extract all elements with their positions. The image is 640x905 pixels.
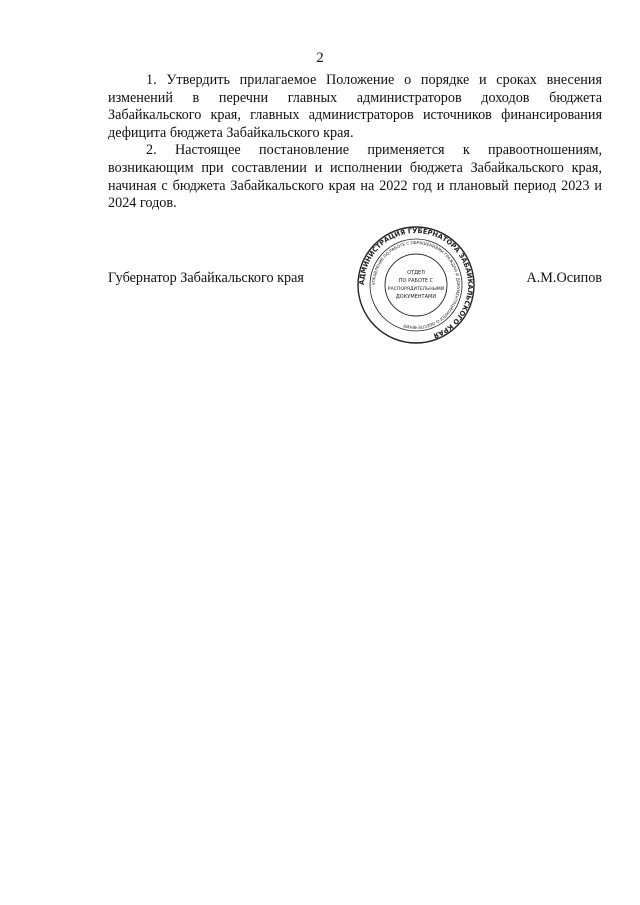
document-body	[108, 72, 602, 213]
signature-block	[108, 270, 602, 290]
paragraph-1: 1. Утвердить прилагаемое Положение о порядке и сроках внесения изменений в перечни главных администраторов доходов бюджета Забайкальского края, главных администраторов источников финансирования дефицита бюджета Забайкальского края.	[108, 72, 602, 141]
stamp-center-line-3: РАСПОРЯДИТЕЛЬНЫМИ	[387, 287, 445, 292]
signatory-title: Губернатор Забайкальского края	[108, 270, 304, 286]
official-stamp	[356, 225, 476, 345]
signatory-name: А.М.Осипов	[526, 270, 602, 286]
stamp-center-line-1: ОТДЕЛ	[407, 270, 425, 276]
stamp-center-line-2: ПО РАБОТЕ С	[398, 278, 434, 284]
stamp-outer-text: АДМИНИСТРАЦИЯ ГУБЕРНАТОРА ЗАБАЙКАЛЬСКОГО КРАЯ	[357, 226, 475, 340]
stamp-inner-text: УПРАВЛЕНИЕ ПО РАБОТЕ С ОБРАЩЕНИЯМИ ГРАЖДАН И ДОКУМЕНТАЦИОННОГО ОБЕСПЕЧЕНИЯ	[370, 239, 462, 331]
stamp-inner-border	[370, 239, 462, 331]
page-number: 2	[316, 50, 324, 66]
paragraph-2: 2. Настоящее постановление применяется к правоотношениям, возникающим при составлении и исполнении бюджета Забайкальского края, начиная с бюджета Забайкальского края на 2022 год и плановый период 2023 и 2024 годов.	[108, 142, 602, 212]
stamp-center-line-4: ДОКУМЕНТАМИ	[395, 294, 437, 300]
stamp-center-border	[385, 254, 447, 316]
